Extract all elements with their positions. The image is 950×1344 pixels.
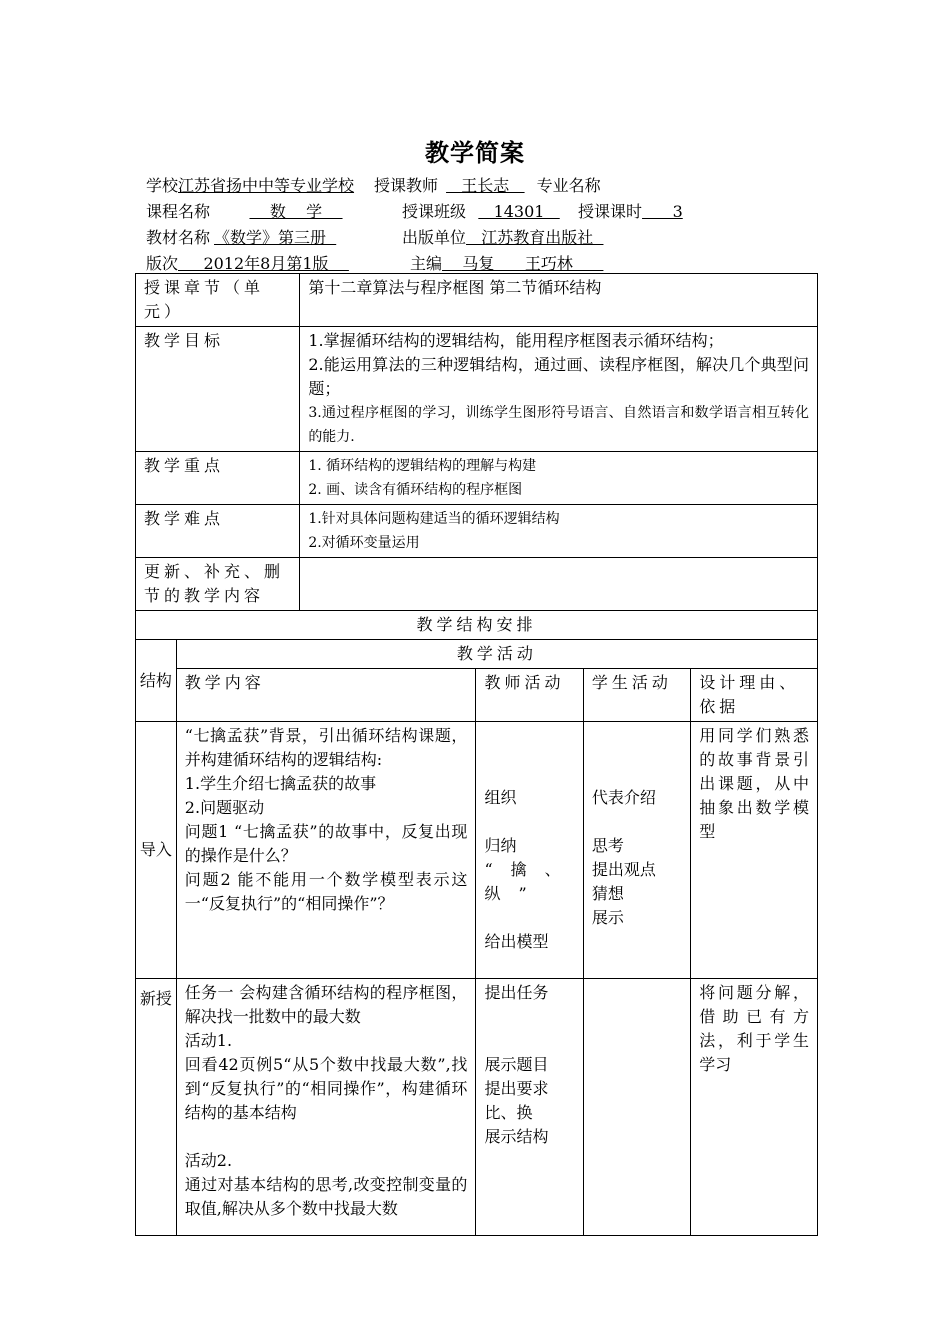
new-teacher-line: 展示题目 — [484, 1055, 549, 1074]
new-teacher-line: 比、换 — [484, 1103, 533, 1122]
goals-list — [300, 327, 818, 452]
new-content-line: 回看42页例5“从5个数中找最大数”,找到“反复执行”的“相同操作”，构建循环结构的基本结构 — [184, 1055, 468, 1122]
intro-teacher-line: 归纳 — [484, 836, 517, 855]
meta-line-3 — [146, 227, 640, 249]
student-column-header: 学生活动 — [583, 669, 690, 722]
hours-value: 3 — [642, 202, 683, 221]
intro-teacher-line: “擒、纵” — [484, 860, 579, 903]
intro-content-line: 1.学生介绍七擒孟获的故事 — [184, 774, 377, 793]
new-lesson-content — [176, 979, 476, 1236]
key-points-list — [300, 452, 818, 505]
chapter-row — [136, 274, 818, 327]
new-teacher-line — [484, 1005, 574, 1029]
new-teacher-line: 提出要求 — [484, 1079, 549, 1098]
new-student-activity — [583, 979, 690, 1236]
intro-content — [176, 722, 476, 979]
structure-column-header: 结构 — [136, 640, 177, 722]
new-teacher-line: 提出任务 — [484, 983, 549, 1002]
course-value: 数 学 — [249, 202, 343, 221]
intro-content-line: 2.问题驱动 — [184, 798, 265, 817]
intro-label: 导入 — [136, 722, 177, 979]
activity-header: 教学活动 — [176, 640, 817, 669]
structure-header: 教学结构安排 — [136, 611, 818, 640]
new-content-line: 通过对基本结构的思考,改变控制变量的取值,解决从多个数中找最大数 — [184, 1175, 468, 1218]
class-value: 14301 — [478, 202, 560, 221]
update-value — [300, 558, 818, 611]
course-label: 课程名称 — [146, 202, 211, 221]
intro-teacher-line: 给出模型 — [484, 932, 549, 951]
intro-student-line: 猜想 — [591, 884, 624, 903]
page-title: 教学简案 — [425, 138, 525, 167]
teacher-value: 王长志 — [446, 176, 525, 195]
difficulty-item: 1.针对具体问题构建适当的循环逻辑结构 — [308, 511, 560, 527]
difficulties-label: 教学难点 — [136, 505, 300, 558]
meta-line-4 — [146, 253, 662, 275]
new-lesson-label: 新授 — [136, 979, 177, 1236]
intro-student-line — [592, 810, 682, 834]
difficulties-row — [136, 505, 818, 558]
new-content-line: 活动2. — [184, 1151, 233, 1170]
publisher-value: 江苏教育出版社 — [466, 228, 604, 247]
publisher-label: 出版单位 — [402, 228, 467, 247]
intro-student-line: 思考 — [591, 836, 624, 855]
edition-value: 2012年8月第1版 — [178, 254, 349, 273]
textbook-value: 《数学》第三册 — [214, 228, 337, 247]
new-reason: 将问题分解，借助已有方法，利于学生学习 — [691, 979, 818, 1236]
intro-teacher-line — [484, 906, 574, 930]
structure-header-row — [136, 611, 818, 640]
difficulty-item: 2.对循环变量运用 — [308, 535, 420, 551]
key-points-label: 教学重点 — [136, 452, 300, 505]
activity-header-row — [136, 640, 818, 669]
new-content-line — [185, 1125, 468, 1149]
meta-line-2 — [146, 201, 708, 223]
intro-teacher-activity — [476, 722, 583, 979]
teacher-label: 授课教师 — [374, 176, 439, 195]
update-row — [136, 558, 818, 611]
new-content-line: 活动1. — [184, 1031, 233, 1050]
intro-reason: 用同学们熟悉的故事背景引出课题，从中抽象出数学模型 — [691, 722, 818, 979]
intro-teacher-line — [484, 810, 574, 834]
chapter-label: 授课章节（单元） — [136, 274, 300, 327]
editor-label: 主编 — [410, 254, 443, 273]
intro-teacher-line: 组织 — [484, 788, 517, 807]
chapter-value: 第十二章算法与程序框图 第二节循环结构 — [300, 274, 818, 327]
reason-column-header: 设计理由、依据 — [691, 669, 818, 722]
intro-student-activity — [583, 722, 690, 979]
class-label: 授课班级 — [402, 202, 467, 221]
difficulties-list — [300, 505, 818, 558]
goal-item: 1.掌握循环结构的逻辑结构，能用程序框图表示循环结构； — [308, 331, 724, 350]
intro-student-line: 代表介绍 — [591, 788, 656, 807]
new-content-line: 任务一 会构建含循环结构的程序框图，解决找一批数中的最大数 — [184, 983, 468, 1026]
intro-student-line: 展示 — [591, 908, 624, 927]
hours-label: 授课课时 — [578, 202, 643, 221]
goals-label: 教学目标 — [136, 327, 300, 452]
new-lesson-row — [136, 979, 818, 1236]
new-teacher-activity — [476, 979, 583, 1236]
goal-item: 2.能运用算法的三种逻辑结构，通过画、读程序框图，解决几个典型问题； — [308, 355, 809, 398]
edition-label: 版次 — [146, 254, 179, 273]
new-teacher-line: 展示结构 — [484, 1127, 549, 1146]
textbook-label: 教材名称 — [146, 228, 211, 247]
new-teacher-line — [484, 1029, 574, 1053]
key-point-item: 2. 画、读含有循环结构的程序框图 — [308, 482, 523, 498]
lesson-plan-table — [135, 273, 818, 1236]
key-point-item: 1. 循环结构的逻辑结构的理解与构建 — [308, 458, 537, 474]
intro-student-line: 提出观点 — [591, 860, 656, 879]
teacher-column-header: 教师活动 — [476, 669, 583, 722]
intro-content-line: 问题2 能不能用一个数学模型表示这一“反复执行”的“相同操作”？ — [184, 870, 468, 913]
major-label: 专业名称 — [536, 176, 601, 195]
meta-line-1 — [146, 175, 601, 197]
editor-value: 马复 王巧林 — [442, 254, 604, 273]
intro-row — [136, 722, 818, 979]
content-column-header: 教学内容 — [176, 669, 476, 722]
school-value: 江苏省扬中中等专业学校 — [178, 176, 355, 195]
goal-item: 3.通过程序框图的学习，训练学生图形符号语言、自然语言和数学语言相互转化的能力. — [308, 405, 809, 445]
key-points-row — [136, 452, 818, 505]
goals-row — [136, 327, 818, 452]
intro-content-line: 问题1 “七擒孟获”的故事中，反复出现的操作是什么？ — [184, 822, 468, 865]
column-header-row — [136, 669, 818, 722]
update-label: 更新、补充、删节的教学内容 — [136, 558, 300, 611]
intro-content-line: “七擒孟获”背景，引出循环结构课题，并构建循环结构的逻辑结构: — [184, 726, 468, 769]
school-label: 学校 — [146, 176, 179, 195]
